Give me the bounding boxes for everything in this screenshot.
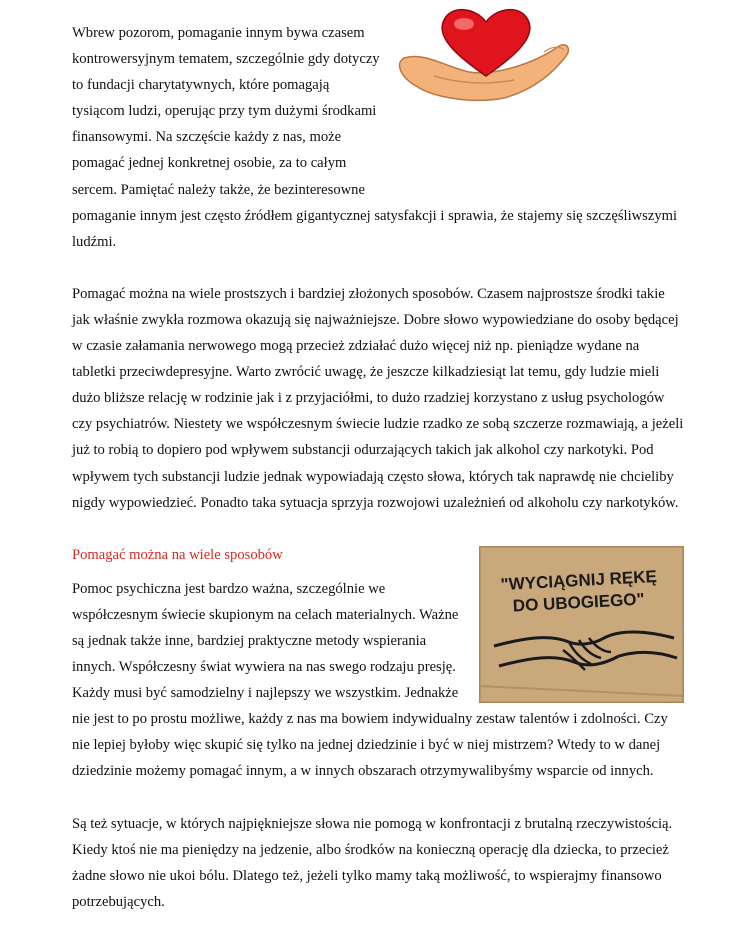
sign-text-line1: "WYCIĄGNIJ RĘKĘ <box>500 566 658 594</box>
heart-illustration <box>384 20 684 177</box>
paragraph-4: Są też sytuacje, w których najpiękniejsze słowa nie pomogą w konfrontacji z brutalną rzeczywistością. Kiedy ktoś nie ma pieniędzy na jedzenie, albo środków na konieczną operację dla dziecka, to przecież żadne słowo nie ukoi bólu. Dlatego też, jeżeli tylko mamy taką możliwość, to wspierajmy finansowo potrzebujących. <box>72 815 673 910</box>
handshake-sign-image <box>479 546 684 703</box>
paragraph-3: Pomoc psychiczna jest bardzo ważna, szczególnie we współczesnym świecie skupionym na celach materialnych. Ważne są jednak także inne, bardziej praktyczne metody wspierania innych. Współczesny świat wywiera na nas swego rodzaju presję. Każdy musi być samodzielny i najlepszy we wszystkim. Jednakże nie jest to po prostu możliwe, każdy z nas ma bowiem indywidualny zestaw talentów i zdolności. Czy nie lepiej byłoby więc skupić się tylko na jednej dziedzinie i być w niej mistrzem? Wtedy to w danej dziedzinie możemy pomagać innym, a w innych obszarach otrzymywalibyśmy wsparcie od innych. <box>72 580 668 780</box>
paragraph-1: Wbrew pozorom, pomaganie innym bywa czasem kontrowersyjnym tematem, szczególnie gdy dotyczy to fundacji charytatywnych, które pomagają tysiącom ludzi, operując przy tym dużymi środkami finansowymi. Na szczęście każdy z nas, może pomagać jednej konkretnej osobie, za to całym sercem. Pamiętać należy także, że bezinteresowne pomaganie innym jest często źródłem gigantycznej satysfakcji i sprawia, że stajemy się szczęśliwszymi ludźmi. <box>72 25 678 250</box>
cardboard-sign-illustration <box>479 546 684 706</box>
paragraph-2: Pomagać można na wiele prostszych i bardziej złożonych sposobów. Czasem najprostsze środki takie jak właśnie zwykła rozmowa okazują się najważniejsze. Dobre słowo wypowiedziane do osoby będącej w czasie załamania nerwowego mogą przecież zdziałać dużo więcej niż np. pieniądze wydane na tabletki przeciwdepresyjne. Warto zwrócić uwagę, że jeszcze kilkadziesiąt lat temu, gdy ludzie mieli dużo bliższe relację w rodzinie jak i z przyjaciółmi, to dużo rzadziej korzystano z usług psychologów czy psychiatrów. Niestety we współczesnym świecie ludzie rzadko ze sobą szczerze rozmawiają, a jeżeli już to robią to dopiero pod wpływem substancji odurzających takich jak alkohol czy narkotyki. Pod wpływem tych substancji ludzie jednak wypowiadają często słowa, których tak naprawdę nie chcieliby nigdy wypowiedzieć. Ponadto taka sytuacja sprzyja rozwojowi uzależnień od alkoholu czy narkotyków. <box>72 285 684 511</box>
document-body <box>72 20 684 915</box>
heart-in-hand-image <box>394 6 574 106</box>
section-heading: Pomagać można na wiele sposobów <box>72 546 283 563</box>
sign-text-line2: DO UBOGIEGO" <box>512 589 646 616</box>
